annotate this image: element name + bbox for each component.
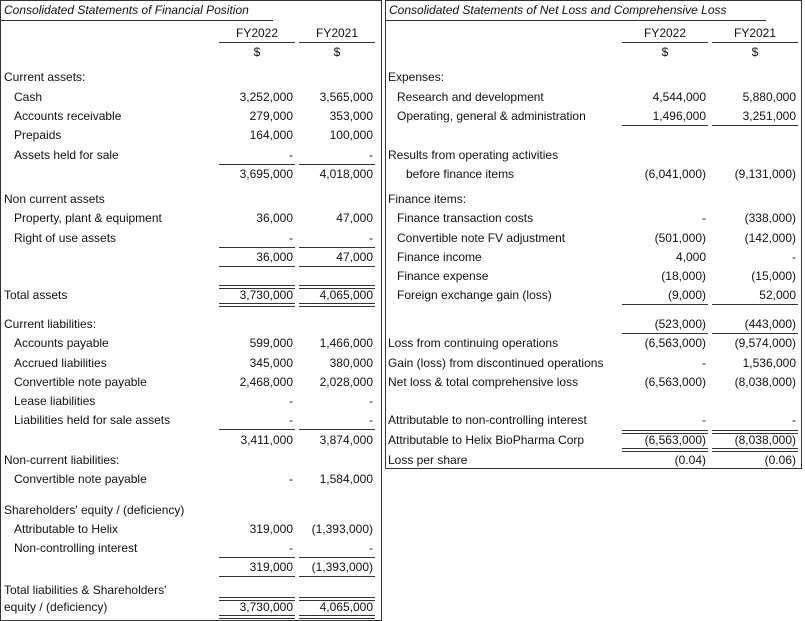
table-row bbox=[1, 68, 381, 87]
title-underline bbox=[1, 20, 273, 21]
fy2021-value: - bbox=[369, 413, 373, 427]
subtotal-underline bbox=[299, 266, 375, 267]
fy2021-value: (8,038,000) bbox=[734, 433, 796, 447]
fy2022-value: (6,563,000) bbox=[644, 433, 706, 447]
table-row bbox=[1, 334, 381, 353]
table-row bbox=[386, 88, 801, 107]
subtotal-underline bbox=[219, 247, 295, 248]
table-row bbox=[1, 392, 381, 411]
table-row bbox=[386, 248, 801, 267]
fy2021-value: 3,874,000 bbox=[319, 433, 373, 447]
fy2022-value: (523,000) bbox=[654, 317, 706, 331]
row-label: Loss from continuing operations bbox=[388, 336, 559, 350]
table-row bbox=[1, 520, 381, 539]
fy2021-value: (9,131,000) bbox=[734, 167, 796, 181]
total-double-underline bbox=[219, 615, 295, 619]
table-row bbox=[386, 229, 801, 248]
fy2021-value: 3,251,000 bbox=[742, 109, 796, 123]
row-label: Right of use assets bbox=[14, 231, 117, 245]
fy2022-value: (9,000) bbox=[667, 288, 706, 302]
row-label: Research and development bbox=[397, 90, 544, 104]
total-double-underline bbox=[712, 448, 798, 452]
row-label: Finance income bbox=[397, 250, 482, 264]
fy2022-value: 3,252,000 bbox=[239, 90, 293, 104]
fy2021-value: 1,466,000 bbox=[319, 336, 373, 350]
fy2022-value: - bbox=[289, 394, 293, 408]
fy2021-value: (338,000) bbox=[744, 211, 796, 225]
column-header-fy2022: FY2022 bbox=[235, 26, 279, 40]
row-label: Lease liabilities bbox=[14, 394, 96, 408]
table-row bbox=[386, 107, 801, 126]
fy2021-value: 47,000 bbox=[336, 211, 373, 225]
total-double-underline bbox=[299, 303, 375, 307]
table-row bbox=[386, 354, 801, 373]
row-label: Attributable to non-controlling interest bbox=[388, 413, 587, 427]
subtotal-underline bbox=[219, 576, 295, 577]
table-row bbox=[1, 470, 381, 489]
fy2022-value: - bbox=[289, 472, 293, 486]
table-row bbox=[386, 451, 801, 470]
row-label: Assets held for sale bbox=[14, 148, 119, 162]
table-row bbox=[1, 107, 381, 126]
net-loss-panel bbox=[385, 0, 802, 469]
subtotal-underline bbox=[712, 304, 798, 305]
subtotal-underline bbox=[299, 164, 375, 165]
total-double-underline bbox=[219, 597, 295, 601]
fy2021-value: 4,018,000 bbox=[319, 167, 373, 181]
row-label: Property, plant & equipment bbox=[14, 211, 162, 225]
fy2022-value: 1,496,000 bbox=[652, 109, 706, 123]
fy2021-value: (9,574,000) bbox=[734, 336, 796, 350]
fy2021-value: (8,038,000) bbox=[734, 375, 796, 389]
table-row bbox=[386, 334, 801, 353]
table-row bbox=[1, 539, 381, 558]
table-row bbox=[1, 373, 381, 392]
total-double-underline bbox=[219, 303, 295, 307]
header-underline bbox=[299, 42, 375, 43]
currency-label: $ bbox=[751, 45, 759, 59]
fy2021-value: 5,880,000 bbox=[742, 90, 796, 104]
fy2021-value: 1,536,000 bbox=[742, 356, 796, 370]
fy2022-value: 164,000 bbox=[249, 128, 293, 142]
panel-title: Consolidated Statements of Financial Position bbox=[4, 3, 249, 17]
table-row bbox=[386, 68, 801, 87]
total-double-underline bbox=[219, 285, 295, 289]
title-underline bbox=[386, 20, 766, 21]
row-label: Convertible note payable bbox=[14, 375, 147, 389]
total-double-underline bbox=[712, 430, 798, 434]
fy2022-value: 36,000 bbox=[256, 211, 293, 225]
subtotal-underline bbox=[299, 576, 375, 577]
fy2022-value: 345,000 bbox=[249, 356, 293, 370]
table-row bbox=[386, 267, 801, 286]
header-underline bbox=[712, 42, 798, 43]
row-label: Attributable to Helix bbox=[14, 522, 119, 536]
fy2022-value: - bbox=[702, 413, 706, 427]
fy2021-value: - bbox=[369, 394, 373, 408]
subtotal-underline bbox=[299, 557, 375, 558]
table-row bbox=[1, 411, 381, 430]
fy2021-value: - bbox=[792, 413, 796, 427]
fy2022-value: 3,730,000 bbox=[239, 288, 293, 302]
total-double-underline bbox=[299, 615, 375, 619]
table-row bbox=[1, 146, 381, 165]
fy2022-value: (501,000) bbox=[654, 231, 706, 245]
fy2021-value: (0.06) bbox=[764, 453, 796, 467]
subtotal-underline bbox=[299, 429, 375, 430]
subtotal-underline bbox=[712, 333, 798, 334]
row-label: equity / (deficiency) bbox=[4, 600, 108, 614]
row-label: Foreign exchange gain (loss) bbox=[397, 288, 552, 302]
total-double-underline bbox=[622, 448, 708, 452]
fy2022-value: (6,563,000) bbox=[644, 336, 706, 350]
row-label: Liabilities held for sale assets bbox=[14, 413, 171, 427]
table-row bbox=[1, 315, 381, 334]
currency-label: $ bbox=[333, 45, 341, 59]
table-row bbox=[1, 558, 381, 577]
fy2021-value: 353,000 bbox=[329, 109, 373, 123]
fy2022-value: (0.04) bbox=[674, 453, 706, 467]
row-label: Finance items: bbox=[388, 192, 467, 206]
row-label: Finance expense bbox=[397, 269, 489, 283]
subtotal-underline bbox=[712, 125, 798, 126]
table-row bbox=[1, 354, 381, 373]
fy2021-value: 2,028,000 bbox=[319, 375, 373, 389]
currency-label: $ bbox=[253, 45, 261, 59]
fy2022-value: - bbox=[289, 541, 293, 555]
table-row bbox=[386, 373, 801, 392]
row-label: Convertible note FV adjustment bbox=[397, 231, 566, 245]
subtotal-underline bbox=[299, 247, 375, 248]
fy2021-value: - bbox=[369, 541, 373, 555]
table-row bbox=[1, 501, 381, 520]
row-label: Total assets bbox=[4, 288, 68, 302]
row-label: Total liabilities & Shareholders' bbox=[4, 583, 167, 597]
fy2022-value: (6,041,000) bbox=[644, 167, 706, 181]
fy2021-value: 4,065,000 bbox=[319, 600, 373, 614]
fy2022-value: 319,000 bbox=[249, 522, 293, 536]
row-label: Convertible note payable bbox=[14, 472, 147, 486]
row-label: Current liabilities: bbox=[4, 317, 97, 331]
table-row bbox=[1, 248, 381, 267]
row-label: Net loss & total comprehensive loss bbox=[388, 375, 579, 389]
fy2022-value: - bbox=[289, 231, 293, 245]
row-label: Cash bbox=[14, 90, 43, 104]
subtotal-underline bbox=[219, 429, 295, 430]
fy2022-value: - bbox=[702, 211, 706, 225]
fy2021-value: (1,393,000) bbox=[311, 522, 373, 536]
subtotal-underline bbox=[219, 557, 295, 558]
row-label: Attributable to Helix BioPharma Corp bbox=[388, 433, 585, 447]
fy2021-value: - bbox=[369, 231, 373, 245]
financial-position-panel bbox=[0, 0, 382, 621]
total-double-underline bbox=[622, 430, 708, 434]
table-row bbox=[386, 209, 801, 228]
fy2021-value: (15,000) bbox=[751, 269, 796, 283]
currency-label: $ bbox=[661, 45, 669, 59]
row-label: before finance items bbox=[406, 167, 515, 181]
table-row bbox=[1, 431, 381, 450]
fy2022-value: - bbox=[289, 413, 293, 427]
subtotal-underline bbox=[622, 304, 708, 305]
panel-title: Consolidated Statements of Net Loss and Comprehensive Loss bbox=[389, 3, 727, 17]
fy2022-value: (18,000) bbox=[661, 269, 706, 283]
row-label: Non current assets bbox=[4, 192, 105, 206]
row-label: Accounts receivable bbox=[14, 109, 122, 123]
fy2022-value: 279,000 bbox=[249, 109, 293, 123]
row-label: Accounts payable bbox=[14, 336, 109, 350]
subtotal-underline bbox=[622, 125, 708, 126]
subtotal-underline bbox=[219, 164, 295, 165]
total-double-underline bbox=[299, 285, 375, 289]
fy2021-value: (443,000) bbox=[744, 317, 796, 331]
fy2022-value: - bbox=[702, 356, 706, 370]
column-header-fy2021: FY2021 bbox=[315, 26, 359, 40]
fy2021-value: 380,000 bbox=[329, 356, 373, 370]
row-label: Operating, general & administration bbox=[397, 109, 586, 123]
row-label: Accrued liabilities bbox=[14, 356, 107, 370]
table-row bbox=[1, 126, 381, 145]
fy2022-value: (6,563,000) bbox=[644, 375, 706, 389]
table-row bbox=[1, 229, 381, 248]
row-label: Expenses: bbox=[388, 70, 445, 84]
fy2022-value: 4,000 bbox=[675, 250, 706, 264]
table-row bbox=[1, 190, 381, 209]
table-row bbox=[1, 165, 381, 184]
table-row bbox=[386, 286, 801, 305]
fy2022-value: 4,544,000 bbox=[652, 90, 706, 104]
row-label: Non-controlling interest bbox=[14, 541, 138, 555]
fy2022-value: 3,411,000 bbox=[240, 433, 293, 447]
fy2021-value: 52,000 bbox=[759, 288, 796, 302]
table-row bbox=[386, 315, 801, 334]
row-label: Shareholders' equity / (deficiency) bbox=[4, 503, 185, 517]
total-double-underline bbox=[299, 597, 375, 601]
row-label: Current assets: bbox=[4, 70, 86, 84]
fy2021-value: 1,584,000 bbox=[319, 472, 373, 486]
table-row bbox=[386, 190, 801, 209]
table-row bbox=[386, 146, 801, 165]
header-underline bbox=[219, 42, 295, 43]
fy2021-value: - bbox=[792, 250, 796, 264]
fy2022-value: - bbox=[289, 148, 293, 162]
fy2022-value: 319,000 bbox=[249, 560, 293, 574]
subtotal-underline bbox=[219, 266, 295, 267]
fy2021-value: (142,000) bbox=[744, 231, 796, 245]
column-header-fy2022: FY2022 bbox=[643, 26, 687, 40]
row-label: Non-current liabilities: bbox=[4, 453, 120, 467]
row-label: Prepaids bbox=[14, 128, 62, 142]
fy2022-value: 599,000 bbox=[249, 336, 293, 350]
fy2021-value: 3,565,000 bbox=[319, 90, 373, 104]
fy2021-value: (1,393,000) bbox=[311, 560, 373, 574]
row-label: Finance transaction costs bbox=[397, 211, 534, 225]
fy2022-value: 36,000 bbox=[256, 250, 293, 264]
column-header-fy2021: FY2021 bbox=[733, 26, 777, 40]
row-label: Results from operating activities bbox=[388, 148, 559, 162]
table-row bbox=[1, 209, 381, 228]
fy2022-value: 2,468,000 bbox=[239, 375, 293, 389]
fy2021-value: 100,000 bbox=[329, 128, 373, 142]
row-label: Gain (loss) from discontinued operations bbox=[388, 356, 604, 370]
table-row bbox=[386, 165, 801, 184]
table-row bbox=[386, 411, 801, 430]
fy2022-value: 3,730,000 bbox=[239, 600, 293, 614]
fy2022-value: 3,695,000 bbox=[239, 167, 293, 181]
fy2021-value: 47,000 bbox=[336, 250, 373, 264]
table-row bbox=[1, 88, 381, 107]
subtotal-underline bbox=[622, 333, 708, 334]
header-underline bbox=[622, 42, 708, 43]
row-label: Loss per share bbox=[388, 453, 468, 467]
table-row bbox=[1, 451, 381, 470]
fy2021-value: 4,065,000 bbox=[319, 288, 373, 302]
fy2021-value: - bbox=[369, 148, 373, 162]
